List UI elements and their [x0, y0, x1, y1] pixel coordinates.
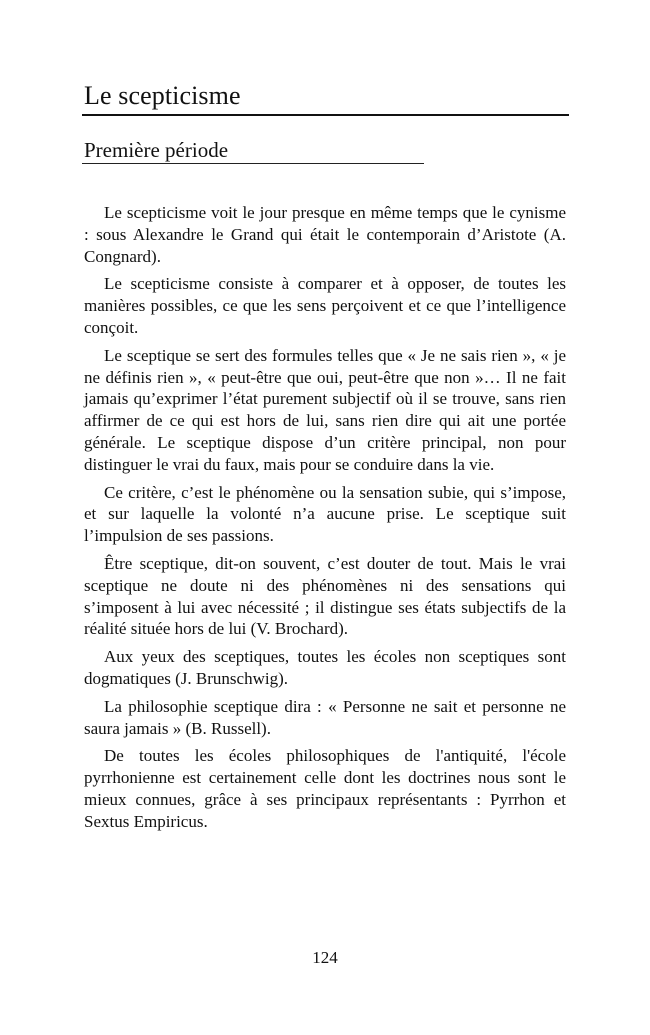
page-number: 124 [312, 948, 338, 967]
paragraph: De toutes les écoles philosophiques de l'antiquité, l'école pyrrhonienne est certainement celle dont les doctrines nous sont le mieux connues, grâce à ses principaux représentants : Pyrrhon et Sextus Empiricus. [84, 746, 566, 831]
section-title: Première période [84, 138, 229, 162]
section-title-underline [82, 163, 424, 164]
paragraph: Aux yeux des sceptiques, toutes les écoles non sceptiques sont dogmatiques (J. Brunschwig). [84, 647, 566, 688]
paragraph: Le sceptique se sert des formules telles que « Je ne sais rien », « je ne définis rien », « peut-être que oui, peut-être que non »… Il ne fait jamais qu’exprimer l’état purement subjectif où il se trouve, sans rien affirmer de ce qui est hors de lui, sans rien dire qui ait une portée générale. Le sceptique dispose d’un critère principal, non pour distinguer le vrai du faux, mais pour se conduire dans la vie. [84, 345, 566, 474]
chapter-title: Le scepticisme [84, 81, 241, 110]
chapter-title-underline [82, 114, 569, 116]
body-text [84, 202, 566, 839]
paragraph: Être sceptique, dit-on souvent, c’est douter de tout. Mais le vrai sceptique ne doute ni des phénomènes ni des sensations qui s’imposent à lui avec nécessité ; il distingue ses états subjectifs de la réalité située hors de lui (V. Brochard). [84, 553, 566, 639]
paragraph: Ce critère, c’est le phénomène ou la sensation subie, qui s’impose, et sur laquelle la volonté n’a aucune prise. Le sceptique suit l’impulsion de ses passions. [84, 482, 566, 546]
paragraph: Le scepticisme voit le jour presque en même temps que le cynisme : sous Alexandre le Grand qui était le contemporain d’Aristote (A. Congnard). [84, 203, 566, 266]
paragraph: Le scepticisme consiste à comparer et à opposer, de toutes les manières possibles, ce que les sens perçoivent et ce que l’intelligence conçoit. [84, 274, 566, 337]
paragraph: La philosophie sceptique dira : « Personne ne sait et personne ne saura jamais » (B. Russell). [84, 696, 566, 738]
